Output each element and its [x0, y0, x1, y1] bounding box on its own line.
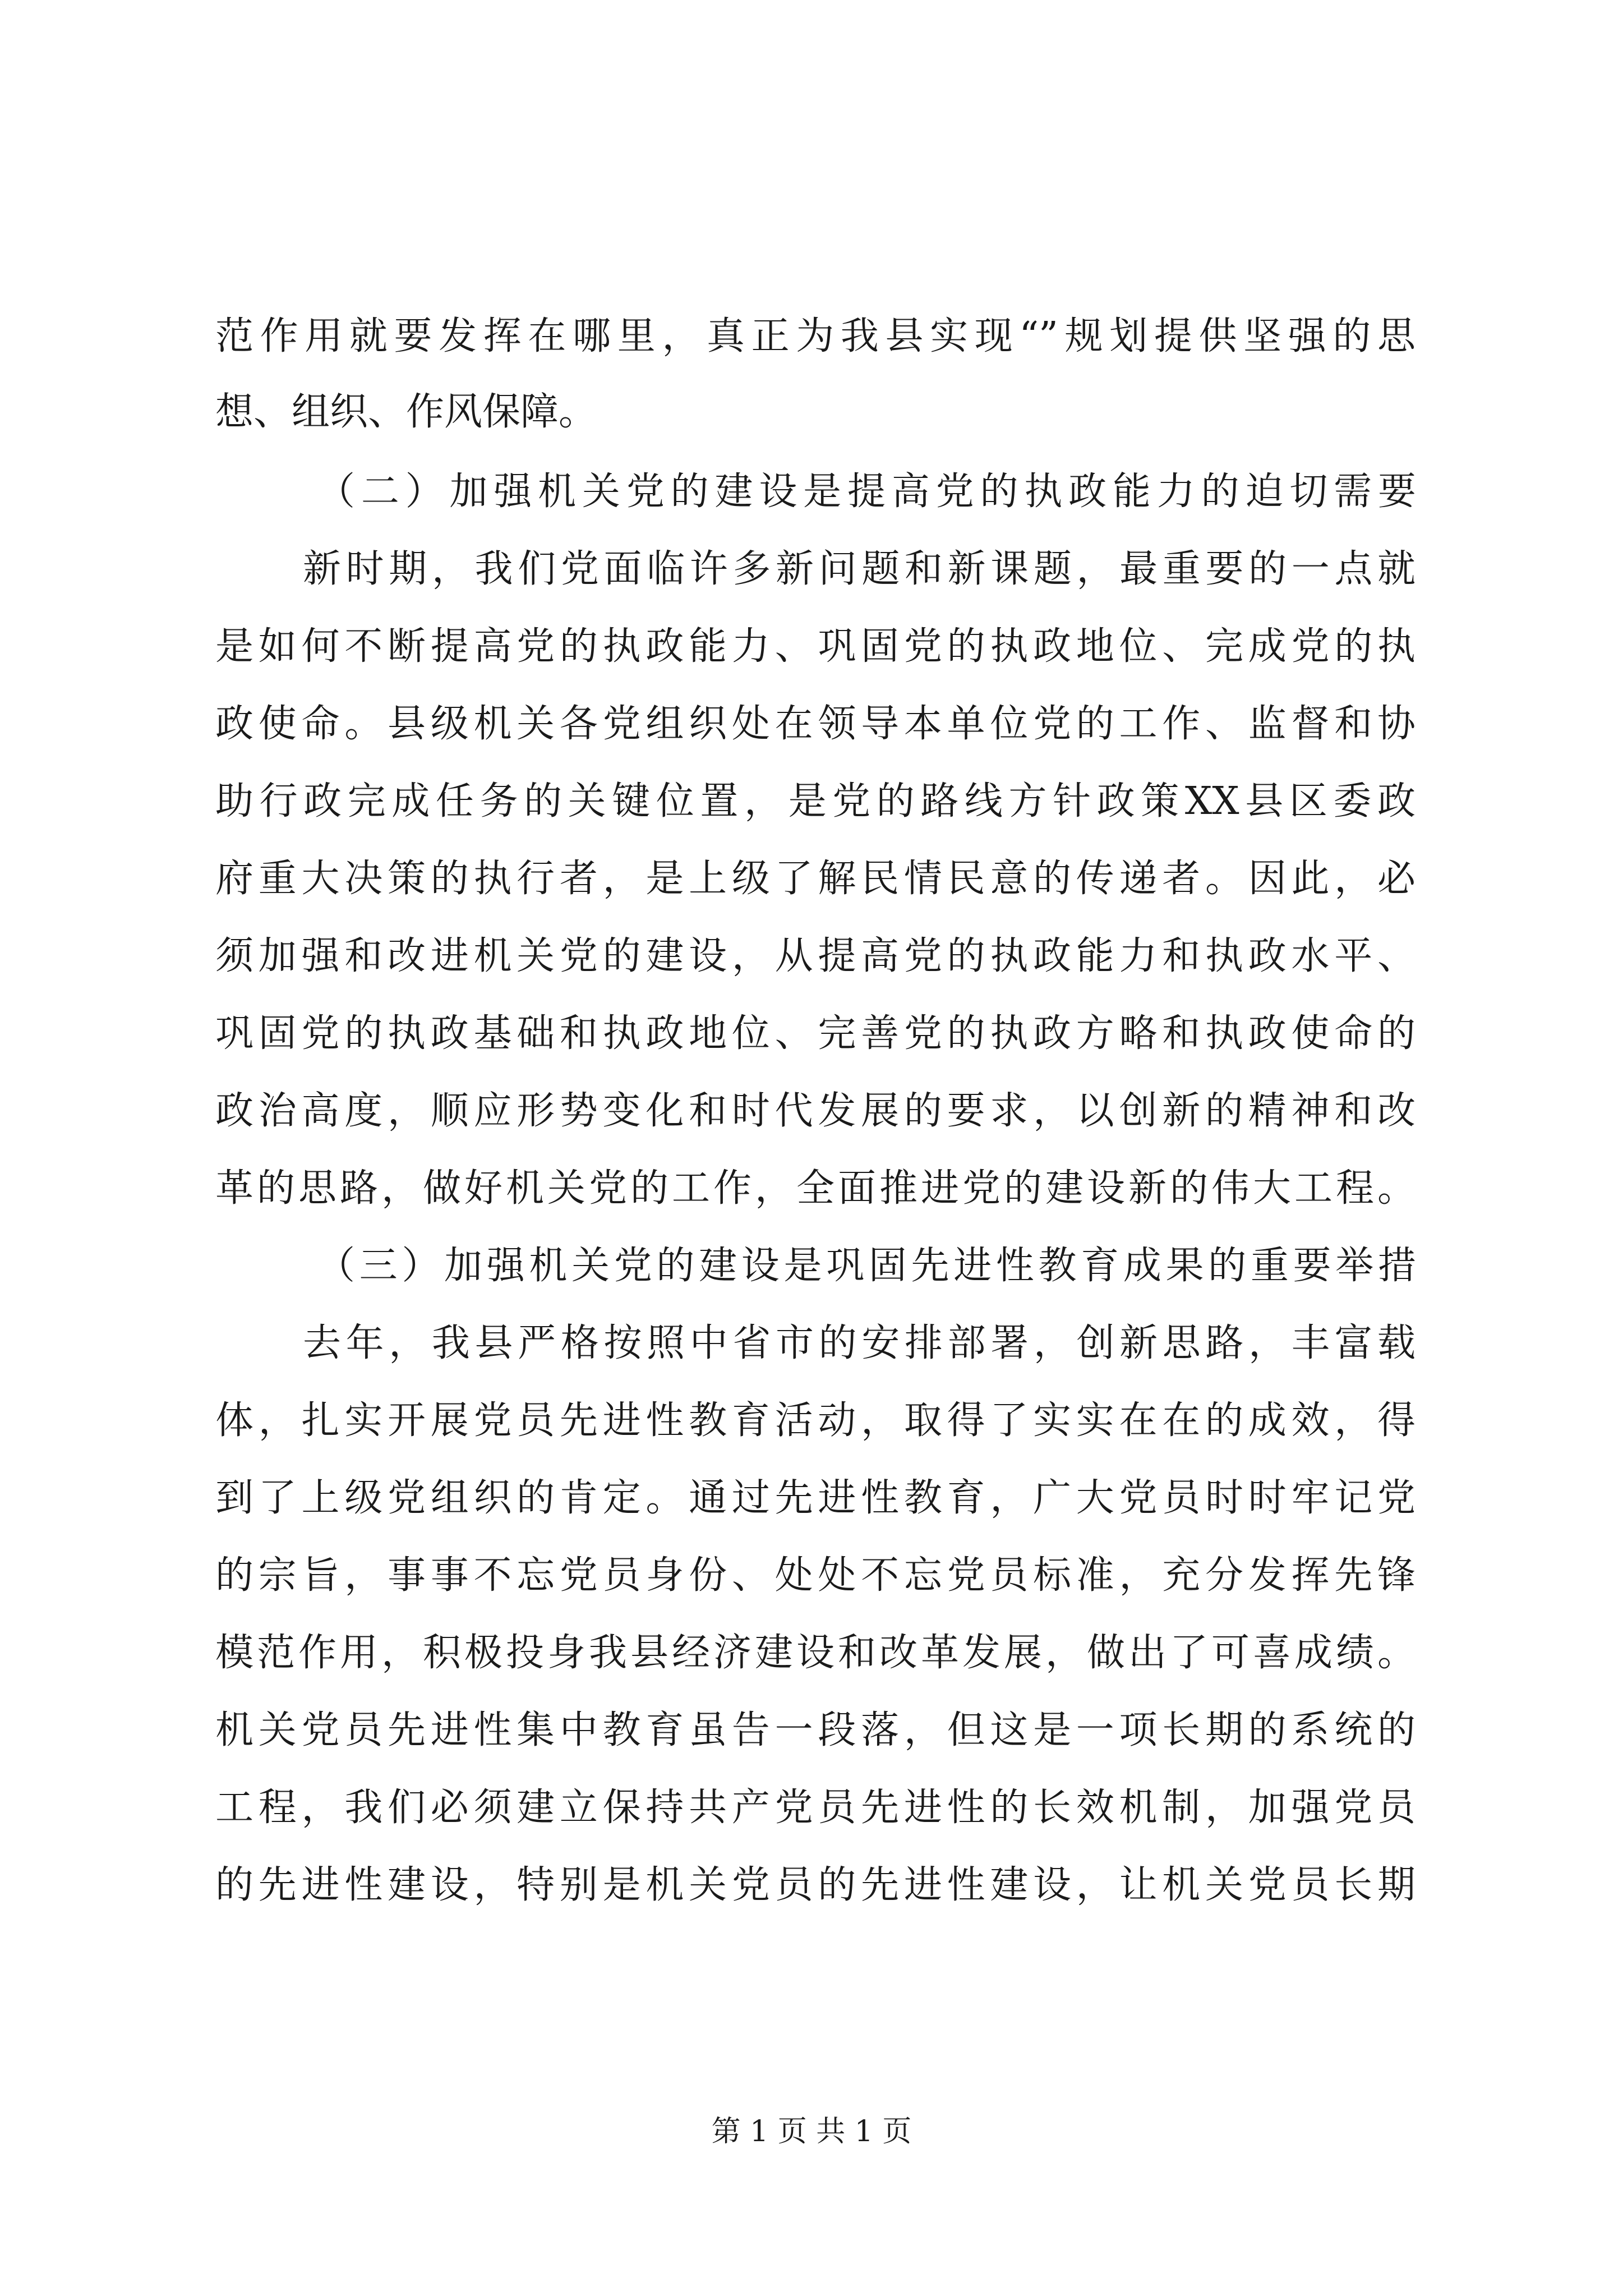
- body-line: 的先进性建设，特别是机关党员的先进性建设，让机关党员长期: [215, 1863, 1415, 1907]
- body-line: 机关党员先进性集中教育虽告一段落，但这是一项长期的系统的: [215, 1708, 1415, 1752]
- body-line: 须加强和改进机关党的建设，从提高党的执政能力和执政水平、: [215, 934, 1415, 978]
- body-line: 想、组织、作风保障。: [215, 390, 597, 434]
- body-line: 巩固党的执政基础和执政地位、完善党的执政方略和执政使命的: [215, 1011, 1415, 1056]
- section-heading: （二）加强机关党的建设是提高党的执政能力的迫切需要: [317, 470, 1416, 514]
- body-line: 体，扎实开展党员先进性教育活动，取得了实实在在的成效，得: [215, 1398, 1415, 1443]
- body-line: 革的思路，做好机关党的工作，全面推进党的建设新的伟大工程。: [215, 1166, 1415, 1211]
- page-number-footer: 第 1 页 共 1 页: [711, 2115, 912, 2148]
- body-line: 是如何不断提高党的执政能力、巩固党的执政地位、完成党的执: [215, 624, 1415, 669]
- body-line: 范作用就要发挥在哪里，真正为我县实现“”规划提供坚强的思: [215, 314, 1415, 358]
- body-line: 工程，我们必须建立保持共产党员先进性的长效机制，加强党员: [215, 1786, 1415, 1830]
- body-line: 政使命。县级机关各党组织处在领导本单位党的工作、监督和协: [215, 702, 1415, 746]
- body-line: 去年，我县严格按照中省市的安排部署，创新思路，丰富载: [303, 1321, 1415, 1365]
- section-heading: （三）加强机关党的建设是巩固先进性教育成果的重要举措: [317, 1244, 1416, 1288]
- body-line: 政治高度，顺应形势变化和时代发展的要求，以创新的精神和改: [215, 1089, 1415, 1133]
- body-line: 的宗旨，事事不忘党员身份、处处不忘党员标准，充分发挥先锋: [215, 1553, 1415, 1598]
- body-line: 府重大决策的执行者，是上级了解民情民意的传递者。因此，必: [215, 857, 1415, 901]
- body-line: 到了上级党组织的肯定。通过先进性教育，广大党员时时牢记党: [215, 1476, 1415, 1520]
- body-line: 助行政完成任务的关键位置，是党的路线方针政策XX县区委政: [215, 779, 1415, 823]
- body-line: 新时期，我们党面临许多新问题和新课题，最重要的一点就: [303, 547, 1415, 591]
- body-line: 模范作用，积极投身我县经济建设和改革发展，做出了可喜成绩。: [215, 1631, 1415, 1675]
